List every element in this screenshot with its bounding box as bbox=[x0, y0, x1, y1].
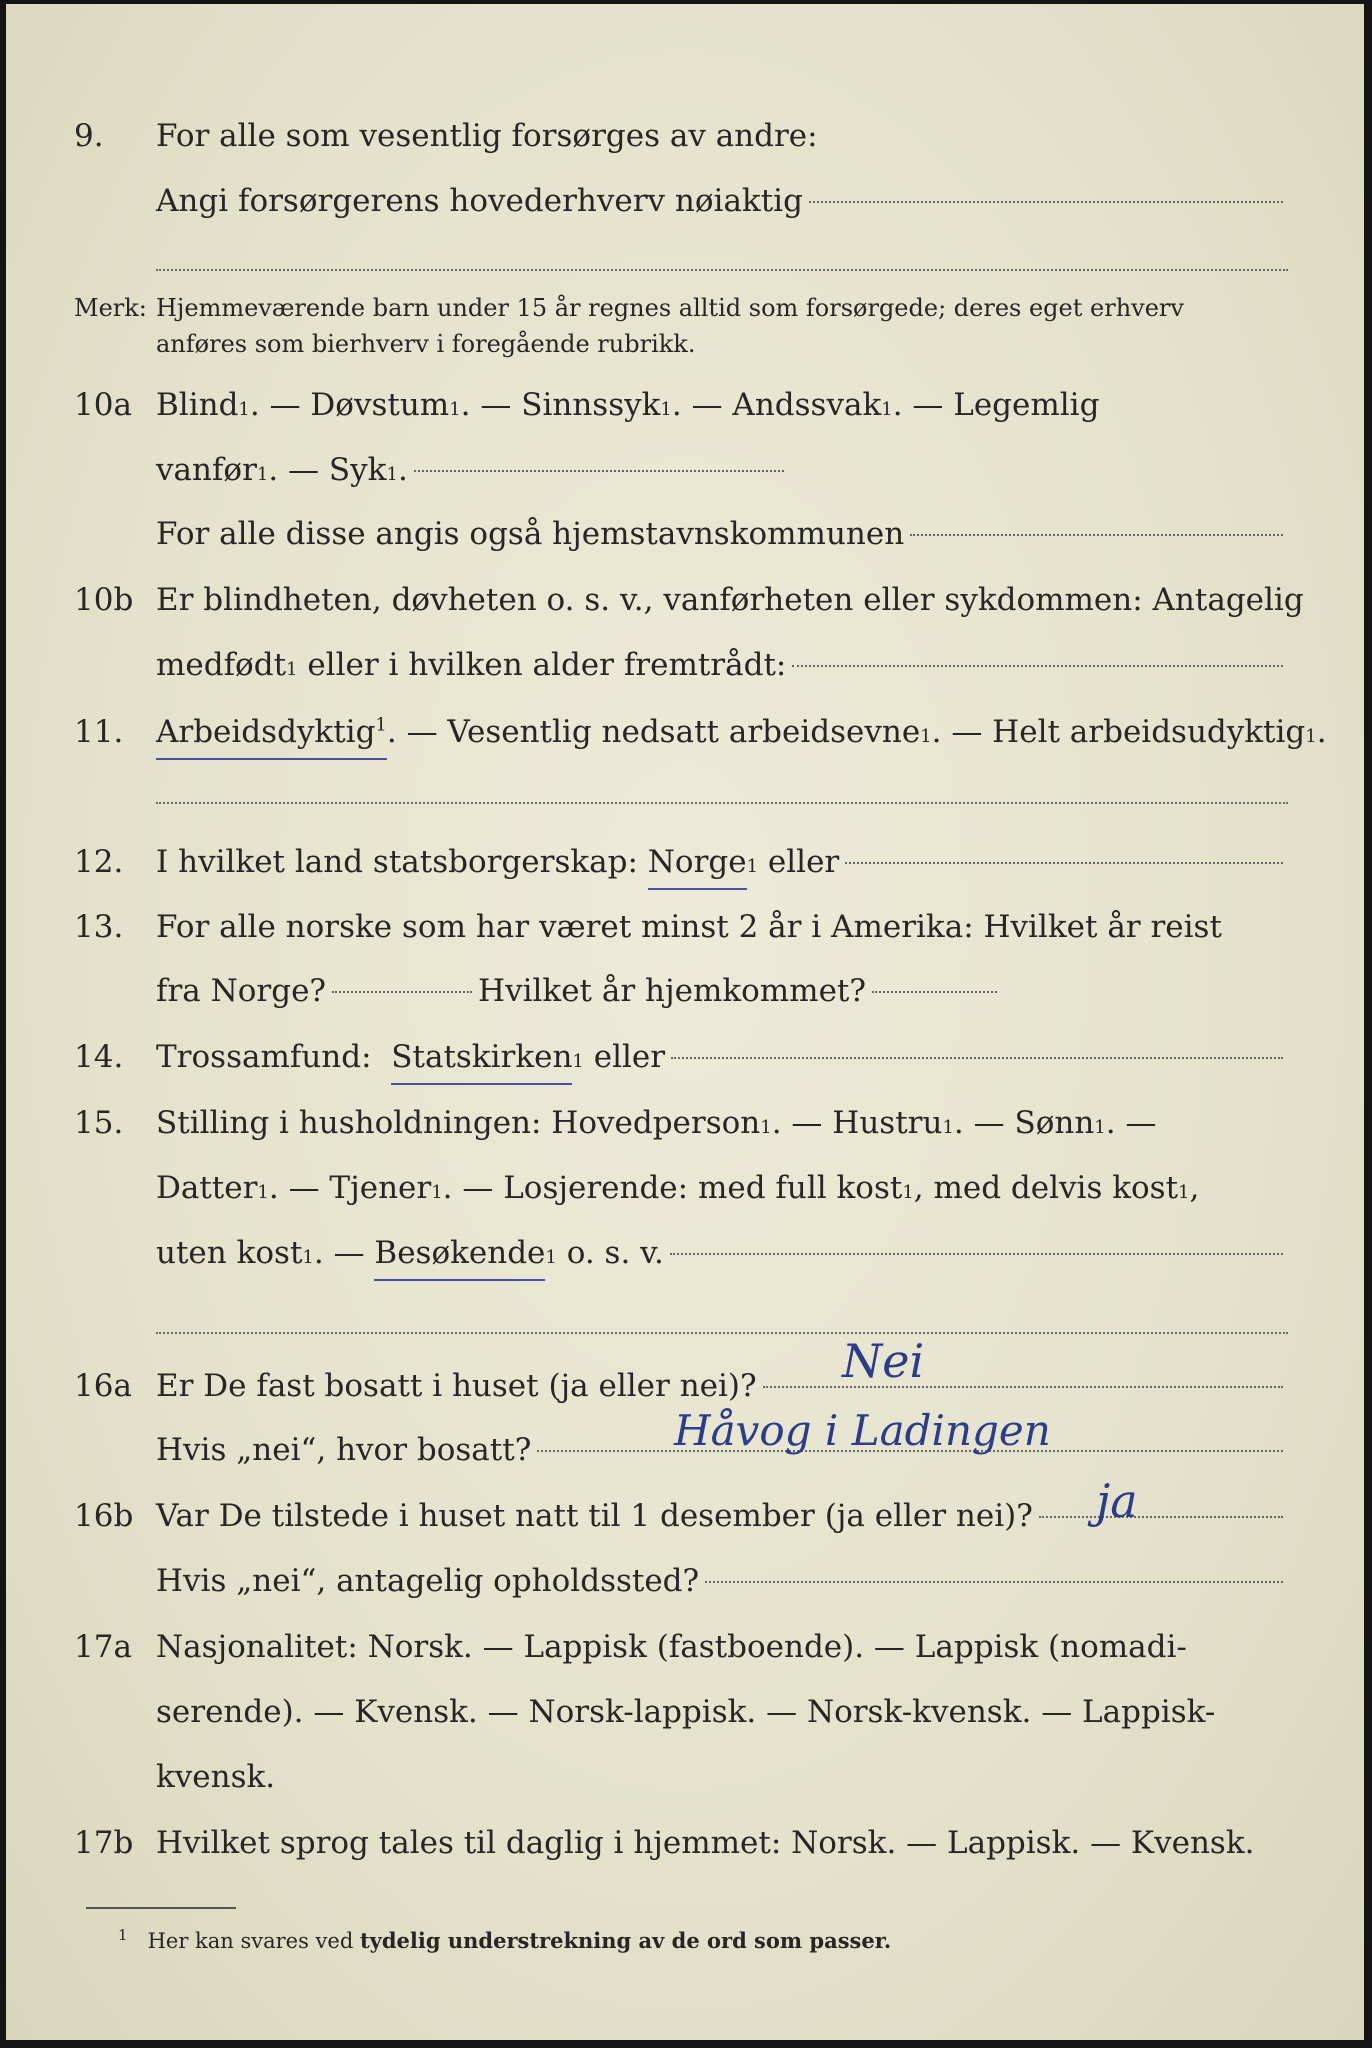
question-16b-line-2 bbox=[74, 1556, 1289, 1606]
option-datter: Datter bbox=[156, 1170, 258, 1206]
question-15-line-2: Datter 1 . — Tjener 1 . — Losjerende: med full kost 1 , med delvis kost 1 , bbox=[74, 1163, 1289, 1213]
question-number: 9. bbox=[74, 118, 104, 154]
question-17a-line-1 bbox=[74, 1622, 1289, 1672]
question-text: For alle norske som har været minst 2 år i Amerika: Hvilket år reist bbox=[156, 909, 1222, 945]
question-10a-line-2: vanfør 1 . — Syk 1 . bbox=[74, 445, 1289, 495]
footnote-mark: 1 bbox=[375, 714, 387, 736]
option-nedsatt: . — Vesentlig nedsatt arbeidsevne bbox=[386, 714, 921, 750]
punctuation: . — bbox=[313, 1235, 375, 1271]
question-text: For alle som vesentlig forsørges av andre: bbox=[156, 118, 818, 154]
question-text: Var De tilstede i huset natt til 1 desember (ja eller nei)? bbox=[156, 1498, 1033, 1534]
question-10b-line-2: medfødt 1 eller i hvilken alder fremtrådt: bbox=[74, 640, 1289, 690]
fill-in-line bbox=[156, 1332, 1288, 1334]
question-11-line-1: 11. Arbeidsdyktig$^1$ . — Vesentlig nedsatt arbeidsevne 1 . — Helt arbeidsudyktig 1 . bbox=[74, 707, 1289, 757]
footnote-text: Her kan svares ved bbox=[147, 1929, 360, 1953]
question-text: Trossamfund: bbox=[156, 1039, 372, 1075]
question-text: eller bbox=[758, 844, 840, 880]
option-arbeidsdyktig-underlined bbox=[156, 707, 387, 760]
question-text: Nasjonalitet: Norsk. — Lappisk (fastboende). — Lappisk (nomadi- bbox=[156, 1629, 1187, 1665]
question-text: Hvis „nei“, antagelig opholdssted? bbox=[156, 1563, 700, 1599]
merk-label: Merk: bbox=[74, 294, 147, 322]
question-text: For alle disse angis også hjemstavnskommunen bbox=[156, 516, 905, 552]
question-text: Er De fast bosatt i huset (ja eller nei)? bbox=[156, 1368, 757, 1404]
footnote-divider bbox=[86, 1907, 236, 1909]
question-number: 17a bbox=[74, 1629, 132, 1665]
question-14-line-1: 14. Trossamfund: Statskirken 1 eller bbox=[74, 1032, 1289, 1082]
question-17a-line-2 bbox=[74, 1687, 1289, 1737]
fill-in-line bbox=[910, 533, 1283, 536]
punctuation: . — bbox=[1105, 1105, 1157, 1141]
option-vanfor: vanfør bbox=[156, 452, 257, 488]
option-besokende: Besøkende bbox=[374, 1235, 546, 1271]
question-text: eller i hvilken alder fremtrådt: bbox=[297, 647, 787, 683]
option-sinnssyk: . — Sinnssyk bbox=[460, 387, 661, 423]
question-number: 12. bbox=[74, 844, 124, 880]
option-uten-kost: uten kost bbox=[156, 1235, 303, 1271]
question-13-line-2 bbox=[74, 966, 1289, 1016]
footnote bbox=[118, 1926, 891, 1953]
question-text: Angi forsørgerens hovederhverv nøiaktig bbox=[156, 183, 803, 219]
question-text: Hvis „nei“, hvor bosatt? bbox=[156, 1432, 532, 1468]
fill-in-line bbox=[809, 200, 1283, 203]
option-losjerende-full-kost: . — Losjerende: med full kost bbox=[442, 1170, 903, 1206]
option-tjener: . — Tjener bbox=[268, 1170, 432, 1206]
option-sonn: . — Sønn bbox=[953, 1105, 1095, 1141]
punctuation: . bbox=[1316, 714, 1327, 750]
option-andssvak: . — Andssvak bbox=[671, 387, 882, 423]
fill-in-line bbox=[670, 1252, 1283, 1255]
option-norge: Norge bbox=[647, 844, 747, 880]
question-9-line-2 bbox=[74, 176, 1289, 226]
fill-in-line bbox=[705, 1580, 1283, 1583]
question-text: I hvilket land statsborgerskap: bbox=[156, 844, 638, 880]
question-text: eller bbox=[583, 1039, 666, 1075]
option-udyktig: . — Helt arbeidsudyktig bbox=[931, 714, 1306, 750]
option-blind: Blind bbox=[156, 387, 239, 423]
question-10a-line-1: 10a Blind 1 . — Døvstum 1 . — Sinnssyk 1 . — Andssvak 1 . — Legemlig bbox=[74, 380, 1289, 430]
footnote-emphasis: tydelig understrekning av de ord som passer. bbox=[359, 1928, 892, 1953]
question-15-line-1: 15. Stilling i husholdningen: Hovedperson 1 . — Hustru 1 . — Sønn 1 . — bbox=[74, 1098, 1289, 1148]
fill-in-line bbox=[872, 990, 997, 993]
question-9-line-1 bbox=[74, 111, 1289, 161]
fill-in-line bbox=[845, 861, 1283, 864]
question-text: serende). — Kvensk. — Norsk-lappisk. — Norsk-kvensk. — Lappisk- bbox=[156, 1694, 1216, 1730]
fill-in-line bbox=[1039, 1515, 1283, 1518]
option-delvis-kost: , med delvis kost bbox=[913, 1170, 1179, 1206]
option-statskirken-underlined bbox=[391, 1032, 572, 1085]
option-syk: . — Syk bbox=[268, 452, 387, 488]
question-text: fra Norge? bbox=[156, 973, 327, 1009]
option-hovedperson: Stilling i husholdningen: Hovedperson bbox=[156, 1105, 761, 1141]
handwritten-answer-ja: ja bbox=[1096, 1474, 1138, 1528]
question-number: 17b bbox=[74, 1825, 134, 1861]
option-hustru: . — Hustru bbox=[771, 1105, 943, 1141]
handwritten-answer-nei: Nei bbox=[842, 1334, 925, 1388]
option-besokende-underlined bbox=[374, 1228, 545, 1281]
punctuation: . bbox=[397, 452, 408, 488]
question-text: o. s. v. bbox=[556, 1235, 664, 1271]
merk-note bbox=[74, 290, 1289, 362]
question-number: 11. bbox=[74, 714, 124, 750]
fill-in-line bbox=[671, 1056, 1283, 1059]
question-number: 16b bbox=[74, 1498, 134, 1534]
fill-in-line bbox=[156, 802, 1288, 804]
fill-in-line bbox=[332, 990, 472, 993]
fill-in-line bbox=[414, 469, 784, 472]
question-text: kvensk. bbox=[156, 1759, 276, 1795]
fill-in-line bbox=[792, 664, 1283, 667]
footnote-mark: 1 bbox=[118, 1926, 128, 1944]
fill-in-line bbox=[156, 269, 1288, 271]
option-legemlig: . — Legemlig bbox=[892, 387, 1100, 423]
option-arbeidsdyktig: Arbeidsdyktig bbox=[156, 714, 376, 750]
merk-text: Hjemmeværende barn under 15 år regnes alltid som forsørgede; deres eget erhverv bbox=[156, 294, 1184, 322]
question-10b-line-1 bbox=[74, 575, 1304, 625]
question-17b-line-1 bbox=[74, 1818, 1289, 1868]
census-form-page bbox=[6, 4, 1364, 2040]
question-number: 16a bbox=[74, 1368, 132, 1404]
question-text: Hvilket år hjemkommet? bbox=[478, 973, 867, 1009]
punctuation: , bbox=[1189, 1170, 1200, 1206]
question-16a-line-1 bbox=[74, 1361, 1289, 1411]
question-number: 10b bbox=[74, 582, 134, 618]
question-text: Er blindheten, døvheten o. s. v., vanførheten eller sykdommen: Antagelig bbox=[156, 582, 1304, 618]
question-number: 14. bbox=[74, 1039, 124, 1075]
question-12-line-1: 12. I hvilket land statsborgerskap: Norge 1 eller bbox=[74, 837, 1289, 887]
question-10a-line-3 bbox=[74, 509, 1289, 559]
handwritten-answer-place: Håvog i Ladingen bbox=[674, 1406, 1051, 1455]
option-norge-underlined bbox=[648, 837, 747, 890]
option-medfodt: medfødt bbox=[156, 647, 287, 683]
question-13-line-1 bbox=[74, 902, 1289, 952]
question-15-line-3: uten kost 1 . — Besøkende 1 o. s. v. bbox=[74, 1228, 1289, 1278]
question-number: 13. bbox=[74, 909, 124, 945]
question-text: Hvilket sprog tales til daglig i hjemmet: Norsk. — Lappisk. — Kvensk. bbox=[156, 1825, 1255, 1861]
fill-in-line bbox=[763, 1385, 1283, 1388]
option-statskirken: Statskirken bbox=[391, 1039, 573, 1075]
merk-text: anføres som bierhverv i foregående rubrikk. bbox=[156, 330, 696, 358]
question-number: 10a bbox=[74, 387, 132, 423]
question-number: 15. bbox=[74, 1105, 124, 1141]
option-dovstum: . — Døvstum bbox=[249, 387, 450, 423]
question-17a-line-3 bbox=[74, 1752, 1289, 1802]
